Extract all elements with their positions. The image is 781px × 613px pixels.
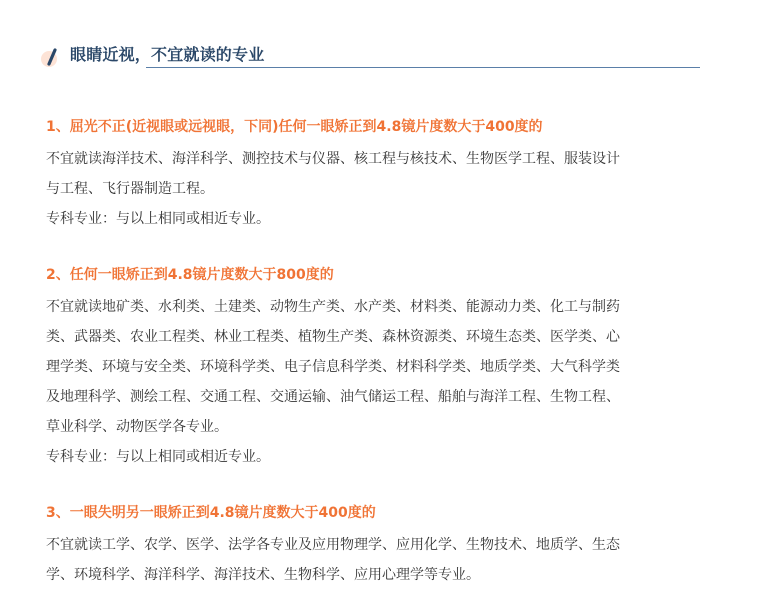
text-line: 专科专业：与以上相同或相近专业。 [46, 211, 270, 227]
text-line: 学、环境科学、海洋科学、海洋技术、生物科学、应用心理学等专业。 [46, 567, 480, 583]
slash-accent-icon [40, 44, 64, 68]
criteria-section-1 [46, 116, 702, 234]
text-line: 不宜就读工学、农学、医学、法学各专业及应用物理学、应用化学、生物技术、地质学、生态 [46, 537, 620, 553]
section-title: 2、任何一眼矫正到4.8镜片度数大于800度的 [46, 267, 334, 283]
criteria-section-2 [46, 264, 702, 472]
criteria-section-3 [46, 502, 702, 590]
text-line: 与工程、飞行器制造工程。 [46, 181, 214, 197]
heading-underline [146, 67, 700, 68]
text-line: 理学类、环境与安全类、环境科学类、电子信息科学类、材料科学类、地质学类、大气科学类 [46, 359, 620, 375]
section-title: 1、屈光不正(近视眼或远视眼，下同)任何一眼矫正到4.8镜片度数大于400度的 [46, 119, 543, 135]
section-title: 3、一眼失明另一眼矫正到4.8镜片度数大于400度的 [46, 505, 376, 521]
text-line: 及地理科学、测绘工程、交通工程、交通运输、油气储运工程、船舶与海洋工程、生物工程、 [46, 389, 620, 405]
text-line: 不宜就读海洋技术、海洋科学、测控技术与仪器、核工程与核技术、生物医学工程、服装设计 [46, 151, 620, 167]
text-line: 类、武器类、农业工程类、林业工程类、植物生产类、森林资源类、环境生态类、医学类、心 [46, 329, 620, 345]
text-line: 草业科学、动物医学各专业。 [46, 419, 228, 435]
text-line: 专科专业：与以上相同或相近专业。 [46, 449, 270, 465]
text-line: 不宜就读地矿类、水利类、土建类、动物生产类、水产类、材料类、能源动力类、化工与制药 [46, 299, 620, 315]
page-title: 眼睛近视，不宜就读的专业 [70, 45, 265, 64]
section-heading [40, 38, 700, 70]
